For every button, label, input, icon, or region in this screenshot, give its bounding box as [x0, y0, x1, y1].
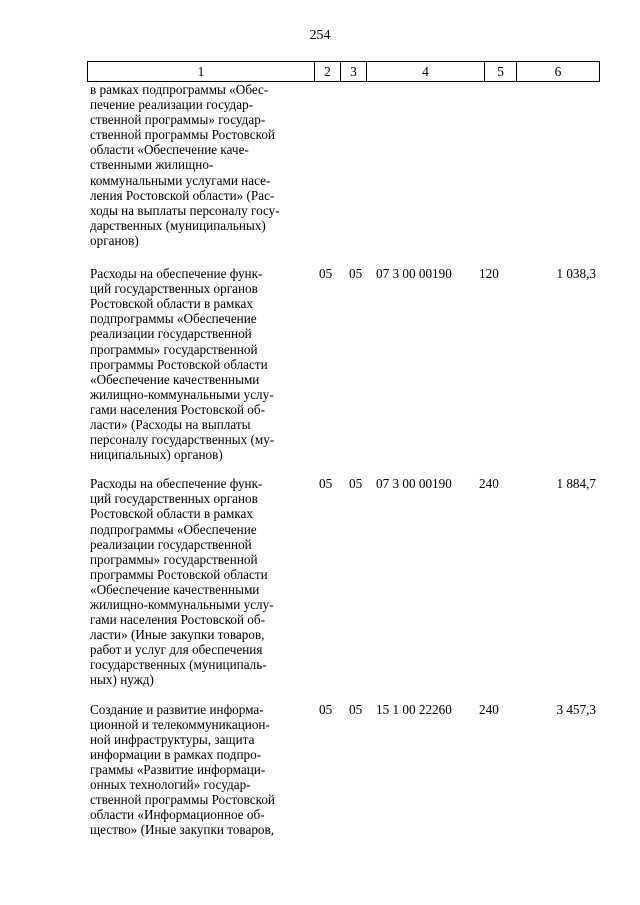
column-header-2: 2	[314, 62, 340, 81]
cell-target-article: 07 3 00 00190	[376, 476, 452, 492]
cell-amount: 3 457,3	[556, 701, 596, 717]
table-row	[87, 82, 600, 248]
column-header-5: 5	[484, 62, 516, 81]
page-number: 254	[309, 28, 331, 43]
row-description: Расходы на обеспечение функ- ций государственных органов Ростовской области в рамках подпрограммы «Обеспечение реализации государственной программы» государственной программы Ростовской области «Обеспечение качественными жилищно-коммунальными услу- гами населения Ростовской об- ласти» (Расходы на выплаты персоналу государственных (му- ниципальных) органов)	[90, 266, 275, 463]
row-description: в рамках подпрограммы «Обес- печение реализации государ- ственной программы» государ- ственной программы Ростовской области «Обеспечение каче- ственными жилищно- коммунальными услугами насе- ления Ростовской области» (Рас- ходы на выплаты персоналу госу- дарственных (муниципальных) органов)	[90, 82, 280, 248]
cell-expense-type: 240	[479, 476, 499, 492]
column-header-3: 3	[340, 62, 366, 81]
cell-target-article: 07 3 00 00190	[376, 266, 452, 282]
cell-subsection: 05	[349, 476, 363, 492]
table-body	[87, 82, 600, 837]
table-row	[87, 702, 600, 838]
table-row	[87, 476, 600, 687]
column-header-6: 6	[516, 62, 599, 81]
row-description: Создание и развитие информа- ционной и телекоммуникацион- ной инфраструктуры, защита информации в рамках подпро- граммы «Развитие информаци- онных технологий» государ- ственной программы Ростовской области «Информационное об- щество» (Иные закупки товаров,	[90, 701, 275, 838]
table-row	[87, 266, 600, 462]
cell-target-article: 15 1 00 22260	[376, 701, 452, 717]
column-header-4: 4	[366, 62, 484, 81]
cell-amount: 1 038,3	[556, 266, 596, 282]
cell-section: 05	[319, 266, 333, 282]
cell-section: 05	[319, 476, 333, 492]
table-header-row	[87, 61, 600, 82]
cell-subsection: 05	[349, 266, 363, 282]
cell-expense-type: 120	[479, 266, 499, 282]
cell-section: 05	[319, 701, 333, 717]
cell-expense-type: 240	[479, 701, 499, 717]
cell-amount: 1 884,7	[556, 476, 596, 492]
cell-subsection: 05	[349, 701, 363, 717]
column-header-1: 1	[197, 64, 205, 79]
row-description: Расходы на обеспечение функ- ций государственных органов Ростовской области в рамках подпрограммы «Обеспечение реализации государственной программы» государственной программы Ростовской области «Обеспечение качественными жилищно-коммунальными услу- гами населения Ростовской об- ласти» (Иные закупки товаров, работ и услуг для обеспечения государственных (муниципаль- ных) нужд)	[90, 476, 274, 688]
